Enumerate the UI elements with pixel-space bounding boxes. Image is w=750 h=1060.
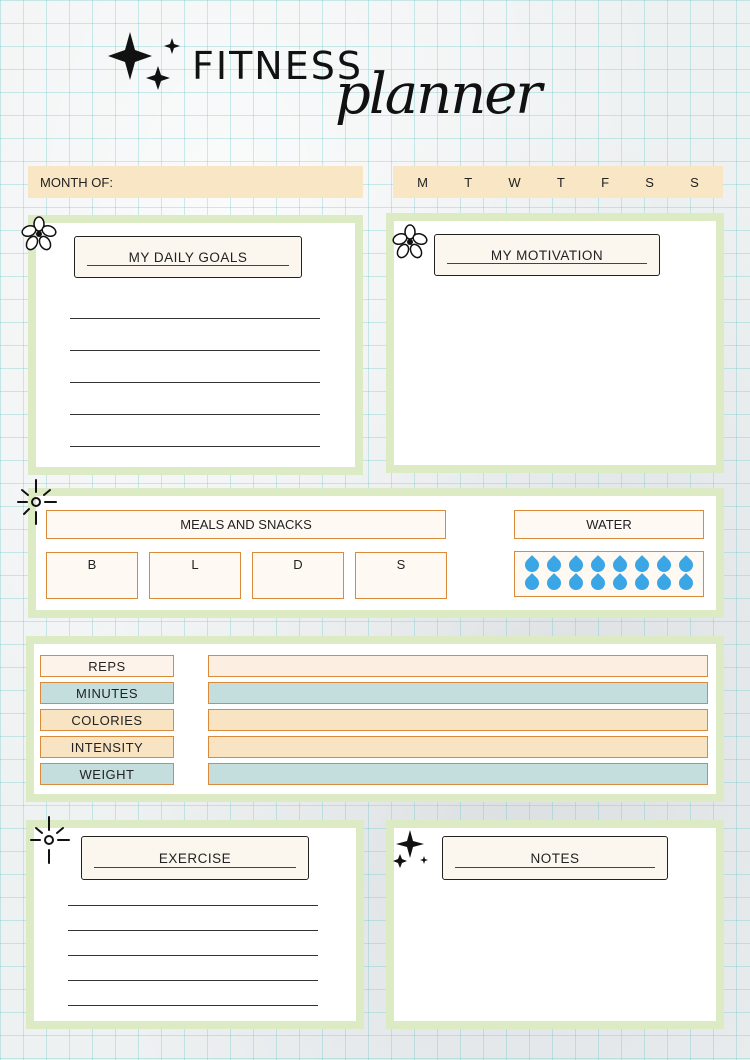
day-fri[interactable]: F xyxy=(601,174,610,190)
meal-lunch-label: L xyxy=(191,557,199,572)
stat-row xyxy=(40,763,710,785)
stat-label: WEIGHT xyxy=(40,763,174,785)
exercise-line[interactable] xyxy=(68,1005,318,1006)
sparkle-icon xyxy=(108,30,183,90)
stat-input-bar[interactable] xyxy=(208,709,708,731)
water-drop-icon[interactable] xyxy=(522,573,542,593)
flower-icon xyxy=(20,216,58,252)
sun-doodle-icon xyxy=(28,814,72,866)
meal-lunch-box[interactable] xyxy=(149,552,241,599)
stat-label: REPS xyxy=(40,655,174,677)
exercise-line[interactable] xyxy=(68,905,318,906)
stat-label: MINUTES xyxy=(40,682,174,704)
day-sat[interactable]: S xyxy=(645,174,654,190)
meal-dinner-box[interactable] xyxy=(252,552,344,599)
water-drop-icon[interactable] xyxy=(654,555,674,575)
stat-label: COLORIES xyxy=(40,709,174,731)
water-drop-icon[interactable] xyxy=(588,555,608,575)
water-drop-icon[interactable] xyxy=(566,555,586,575)
day-mon[interactable]: M xyxy=(417,174,428,190)
exercise-line[interactable] xyxy=(68,930,318,931)
exercise-label xyxy=(81,836,309,880)
month-field[interactable] xyxy=(28,166,363,198)
stat-row xyxy=(40,736,710,758)
notes-text: NOTES xyxy=(530,850,580,866)
water-drop-icon[interactable] xyxy=(544,555,564,575)
month-label: MONTH OF: xyxy=(40,174,113,190)
water-tracker xyxy=(514,551,704,597)
meals-header xyxy=(46,510,446,539)
exercise-text: EXERCISE xyxy=(158,850,232,866)
meal-snack-box[interactable] xyxy=(355,552,447,599)
water-drop-icon[interactable] xyxy=(610,555,630,575)
water-drop-icon[interactable] xyxy=(522,555,542,575)
daily-goals-label xyxy=(74,236,302,278)
exercise-line[interactable] xyxy=(68,955,318,956)
motivation-text: MY MOTIVATION xyxy=(490,247,604,263)
stat-label: INTENSITY xyxy=(40,736,174,758)
goal-line[interactable] xyxy=(70,446,320,447)
water-drop-icon[interactable] xyxy=(544,573,564,593)
water-drop-icon[interactable] xyxy=(654,573,674,593)
meal-snack-label: S xyxy=(396,557,406,572)
notes-label xyxy=(442,836,668,880)
stat-row xyxy=(40,682,710,704)
meal-breakfast-label: B xyxy=(87,557,97,572)
water-drop-icon[interactable] xyxy=(676,573,696,593)
stat-row xyxy=(40,709,710,731)
flower-icon xyxy=(391,224,429,260)
stat-input-bar[interactable] xyxy=(208,682,708,704)
water-drop-icon[interactable] xyxy=(610,573,630,593)
day-sun[interactable]: S xyxy=(690,174,699,190)
water-drop-icon[interactable] xyxy=(588,573,608,593)
daily-goals-text: MY DAILY GOALS xyxy=(128,249,248,265)
stat-row xyxy=(40,655,710,677)
page-subtitle: planner xyxy=(335,62,541,127)
meal-breakfast-box[interactable] xyxy=(46,552,138,599)
exercise-line[interactable] xyxy=(68,980,318,981)
days-of-week xyxy=(393,166,723,198)
stat-input-bar[interactable] xyxy=(208,763,708,785)
meal-dinner-label: D xyxy=(293,557,303,572)
goal-line[interactable] xyxy=(70,414,320,415)
sparkle-icon xyxy=(392,828,432,868)
water-drop-icon[interactable] xyxy=(676,555,696,575)
water-drop-icon[interactable] xyxy=(632,573,652,593)
water-header-text: WATER xyxy=(586,517,632,532)
goal-line[interactable] xyxy=(70,350,320,351)
stat-input-bar[interactable] xyxy=(208,736,708,758)
meals-header-text: MEALS AND SNACKS xyxy=(180,517,312,532)
stat-input-bar[interactable] xyxy=(208,655,708,677)
water-drop-icon[interactable] xyxy=(632,555,652,575)
day-wed[interactable]: W xyxy=(508,174,521,190)
water-header xyxy=(514,510,704,539)
day-tue[interactable]: T xyxy=(464,174,473,190)
water-drop-icon[interactable] xyxy=(566,573,586,593)
motivation-label xyxy=(434,234,660,276)
goal-line[interactable] xyxy=(70,382,320,383)
goal-line[interactable] xyxy=(70,318,320,319)
day-thu[interactable]: T xyxy=(556,174,565,190)
page-title: FITNESS xyxy=(192,44,363,88)
